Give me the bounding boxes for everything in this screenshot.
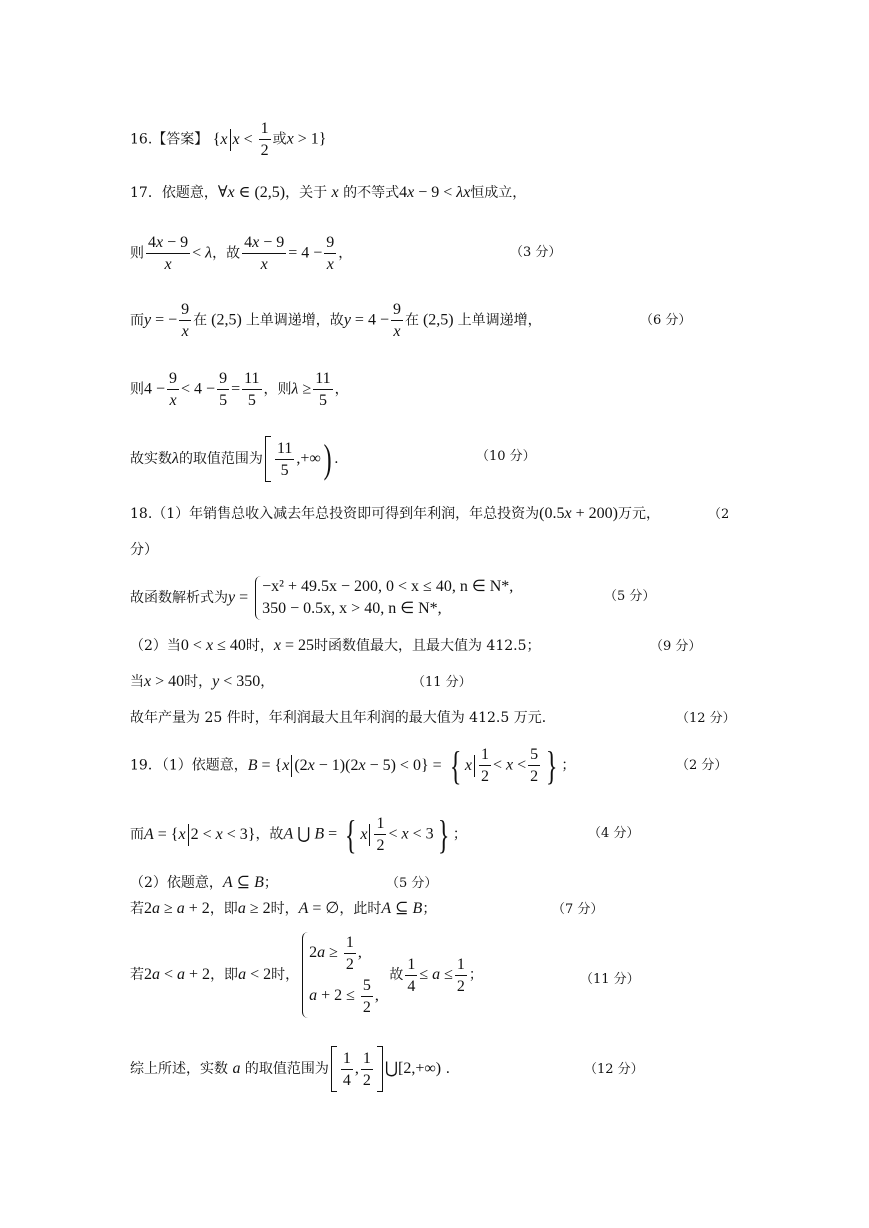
q17-score-10: （10 分） (476, 449, 536, 464)
q17-line3: 而y = − $\frac{9}{x}$ 在 (2,5) 上单调递增，故y = 4 − $\frac{9}{x}$ 在 (2,5) 上单调递增， (130, 301, 542, 340)
q19-line2: 而A = {x 2 < x < 3}，故A ⋃ B = { x $\frac{1}{2}$ < x < 3} ； (130, 811, 467, 857)
answer-16: 16.【答案】 {x x < $\frac{1}{2}$ 或x > 1} (130, 120, 327, 159)
q18-line1: 18.（1）年销售总收入减去年总投资即可得到年利润，年总投资为(0.5x + 200)万元， (130, 505, 660, 522)
q17-line2: 则 $\frac{4x - 9}{x}$ < λ，故 $\frac{4x - 9}{x}$ = 4 − $\frac{9}{x}$ ， (130, 234, 353, 273)
q18-line2: 故函数解析式为y = −x² + 49.5x − 200, 0 < x ≤ 40, n ∈ N*, 350 − 0.5x, x > 40, n ∈ N*, (130, 576, 513, 620)
q18-score-2b: 分） (130, 542, 158, 558)
q18-line3: （2）当0 < x ≤ 40时，x = 25时函数值最大，且最大值为 412.5； (130, 637, 541, 654)
q19-line1: 19．（1）依题意，B = {x (2x − 1)(2x − 5) < 0} = { x $\frac{1}{2}$ < x < $\frac{5}{2}$ } ； (130, 742, 576, 788)
q18-score-11: （11 分） (412, 675, 472, 690)
q18-line4: 当x > 40时，y < 350， (130, 673, 275, 690)
q19-score-12: （12 分） (584, 1062, 644, 1077)
q19-score-4: （4 分） (588, 826, 640, 841)
q19-score-2: （2 分） (676, 758, 728, 773)
q19-line6: 综上所述，实数 a 的取值范围为 $\frac{1}{4}$ , $\frac{1}{2}$ ⋃[2,+∞) . (130, 1046, 450, 1092)
q18-score-9: （9 分） (650, 639, 702, 654)
q19-score-5: （5 分） (386, 876, 438, 891)
q17-line5: 故实数λ的取值范围为 $\frac{11}{5}$ ,+∞) . (130, 436, 339, 481)
q19-line4: 若2a ≥ a + 2，即a ≥ 2时，A = ∅，此时A ⊆ B； (130, 900, 437, 917)
q19-score-7: （7 分） (552, 902, 604, 917)
q17-score-6: （6 分） (640, 313, 692, 328)
q17-line1: 17．依题意，∀x ∈ (2,5)，关于 x 的不等式4x − 9 < λx恒成立， (130, 184, 527, 201)
q19-line3: （2）依题意，A ⊆ B； (130, 874, 278, 891)
q18-line5: 故年产量为 25 件时，年利润最大且年利润的最大值为 412.5 万元． (130, 710, 556, 726)
q19-score-11: （11 分） (580, 972, 640, 987)
q18-score-2a: （2 (708, 507, 730, 522)
q17-score-3: （3 分） (510, 245, 562, 260)
q19-line5: 若2a < a + 2，即a < 2时， 2a ≥ $\frac{1}{2}$ , a + 2 ≤ $\frac{5}{2}$ , 故 $\frac{1}{4}$ ≤ a ≤ $\frac{1}{2}$ ； (130, 934, 483, 1016)
q18-score-12: （12 分） (676, 711, 736, 726)
q18-score-5: （5 分） (604, 589, 656, 604)
q17-line4: 则4 − $\frac{9}{x}$ < 4 − $\frac{9}{5}$ = $\frac{11}{5}$ ，则λ ≥ $\frac{11}{5}$ ， (130, 370, 349, 409)
